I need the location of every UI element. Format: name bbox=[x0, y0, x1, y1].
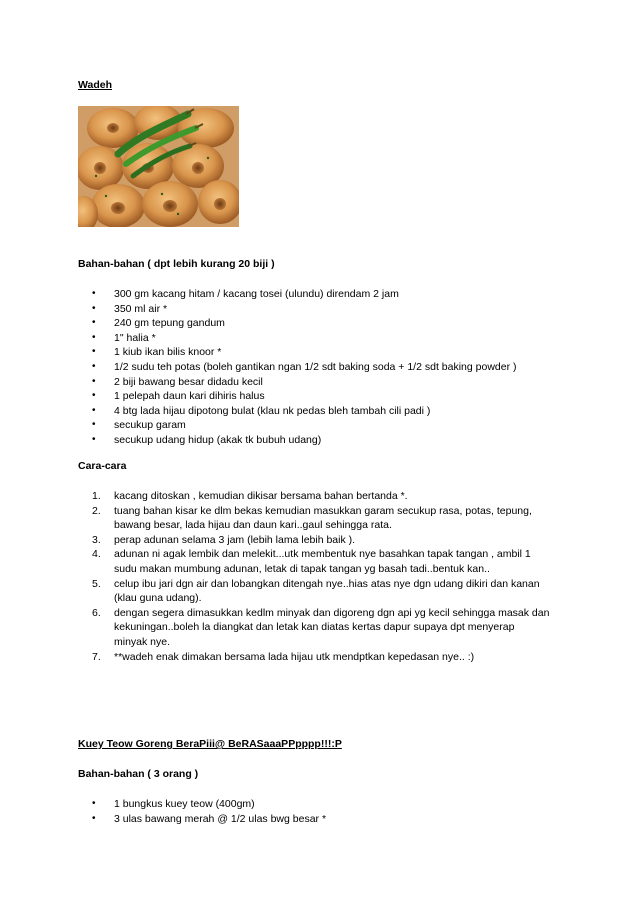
step-text-line: kacang ditoskan , kemudian dikisar bersama bahan bertanda *. bbox=[114, 490, 408, 502]
recipe-title-kuey-teow: Kuey Teow Goreng BeraPiii@ BeRASaaaPPpppp!!!:P bbox=[78, 738, 342, 750]
list-item-text: 1" halia * bbox=[114, 331, 156, 344]
ingredients-heading-kuey-teow: Bahan-bahan ( 3 orang ) bbox=[78, 768, 199, 780]
step-number: 2. bbox=[92, 504, 101, 517]
ingredients-heading-wadeh: Bahan-bahan ( dpt lebih kurang 20 biji ) bbox=[78, 258, 275, 270]
step-text-line: (klau guna udang). bbox=[114, 592, 202, 605]
step-text-line: perap adunan selama 3 jam (lebih lama lebih baik ). bbox=[114, 533, 356, 546]
step-number: 3. bbox=[92, 533, 101, 546]
step-text-line: dengan segera dimasukkan kedlm minyak dan digoreng dgn api yg kecil sehingga masak dan bbox=[114, 606, 550, 619]
step-text-line: tuang bahan kisar ke dlm bekas kemudian masukkan garam secukup rasa, potas, tepung, bbox=[114, 504, 532, 517]
method-heading-wadeh: Cara-cara bbox=[78, 460, 127, 472]
recipe-title-wadeh: Wadeh bbox=[78, 79, 113, 91]
bullet-icon: • bbox=[92, 812, 96, 824]
method-steps-wadeh bbox=[92, 489, 562, 664]
list-item bbox=[92, 345, 592, 360]
list-item bbox=[92, 360, 592, 375]
step-item bbox=[92, 533, 562, 548]
list-item bbox=[92, 433, 592, 448]
bullet-icon: • bbox=[92, 433, 96, 445]
step-text-line: bawang besar, lada hijau dan daun kari..gaul sehingga rata. bbox=[114, 519, 392, 532]
step-number: 5. bbox=[92, 577, 101, 590]
bullet-icon: • bbox=[92, 375, 96, 387]
list-item-text: secukup garam bbox=[114, 419, 186, 432]
step-text-line: **wadeh enak dimakan bersama lada hijau utk mendptkan kepedasan nye.. :) bbox=[114, 650, 475, 663]
list-item-text: 4 btg lada hijau dipotong bulat (klau nk pedas bleh tambah cili padi ) bbox=[114, 404, 431, 417]
wadeh-photo bbox=[78, 106, 239, 227]
list-item bbox=[92, 797, 592, 812]
step-text-line: minyak nye. bbox=[114, 635, 171, 648]
list-item-text: 240 gm tepung gandum bbox=[114, 317, 225, 330]
bullet-icon: • bbox=[92, 288, 96, 299]
bullet-icon: • bbox=[92, 419, 96, 431]
bullet-icon: • bbox=[92, 346, 96, 358]
bullet-icon: • bbox=[92, 798, 96, 809]
step-number: 7. bbox=[92, 650, 101, 663]
list-item bbox=[92, 418, 592, 433]
step-item bbox=[92, 650, 562, 665]
step-text-line: celup ibu jari dgn air dan lobangkan ditengah nye..hias atas nye dgn udang dikiri dan kanan bbox=[114, 577, 540, 590]
list-item-text: 1 bungkus kuey teow (400gm) bbox=[114, 798, 255, 810]
list-item-text: 300 gm kacang hitam / kacang tosei (ulundu) direndam 2 jam bbox=[114, 288, 399, 300]
bullet-icon: • bbox=[92, 390, 96, 402]
bullet-icon: • bbox=[92, 360, 96, 372]
step-text-line: kekuningan..boleh la diangkat dan letak kan diatas kertas dapur supaya dpt menyerap bbox=[114, 621, 515, 634]
list-item-text: 1 kiub ikan bilis knoor * bbox=[114, 346, 222, 359]
step-item bbox=[92, 547, 562, 576]
list-item bbox=[92, 389, 592, 404]
list-item-text: secukup udang hidup (akak tk bubuh udang) bbox=[114, 433, 322, 446]
list-item bbox=[92, 302, 592, 317]
list-item bbox=[92, 331, 592, 346]
step-number: 4. bbox=[92, 548, 101, 561]
list-item-text: 350 ml air * bbox=[114, 302, 168, 315]
ingredients-list-wadeh bbox=[92, 287, 592, 448]
list-item bbox=[92, 404, 592, 419]
ingredients-list-kuey-teow bbox=[92, 797, 592, 826]
list-item bbox=[92, 812, 592, 827]
step-item bbox=[92, 504, 562, 533]
step-item bbox=[92, 606, 562, 650]
bullet-icon: • bbox=[92, 331, 96, 343]
bullet-icon: • bbox=[92, 404, 96, 416]
list-item-text: 3 ulas bawang merah @ 1/2 ulas bwg besar * bbox=[114, 812, 327, 825]
step-text-line: adunan ni agak lembik dan melekit...utk membentuk nye basahkan tapak tangan , ambil 1 bbox=[114, 548, 531, 561]
list-item-text: 2 biji bawang besar didadu kecil bbox=[114, 375, 263, 388]
step-number: 1. bbox=[92, 490, 101, 502]
step-item bbox=[92, 577, 562, 606]
list-item bbox=[92, 375, 592, 390]
bullet-icon: • bbox=[92, 317, 96, 329]
list-item-text: 1/2 sudu teh potas (boleh gantikan ngan 1/2 sdt baking soda + 1/2 sdt baking powder ) bbox=[114, 360, 517, 373]
step-item bbox=[92, 489, 562, 504]
list-item bbox=[92, 287, 592, 302]
list-item bbox=[92, 316, 592, 331]
list-item-text: 1 pelepah daun kari dihiris halus bbox=[114, 390, 265, 403]
step-number: 6. bbox=[92, 606, 101, 619]
bullet-icon: • bbox=[92, 302, 96, 314]
wadeh-photo-image bbox=[78, 106, 239, 227]
step-text-line: sudu makan mumbung adunan, letak di tapak tangan yg basah tadi..bentuk kan.. bbox=[114, 562, 490, 575]
